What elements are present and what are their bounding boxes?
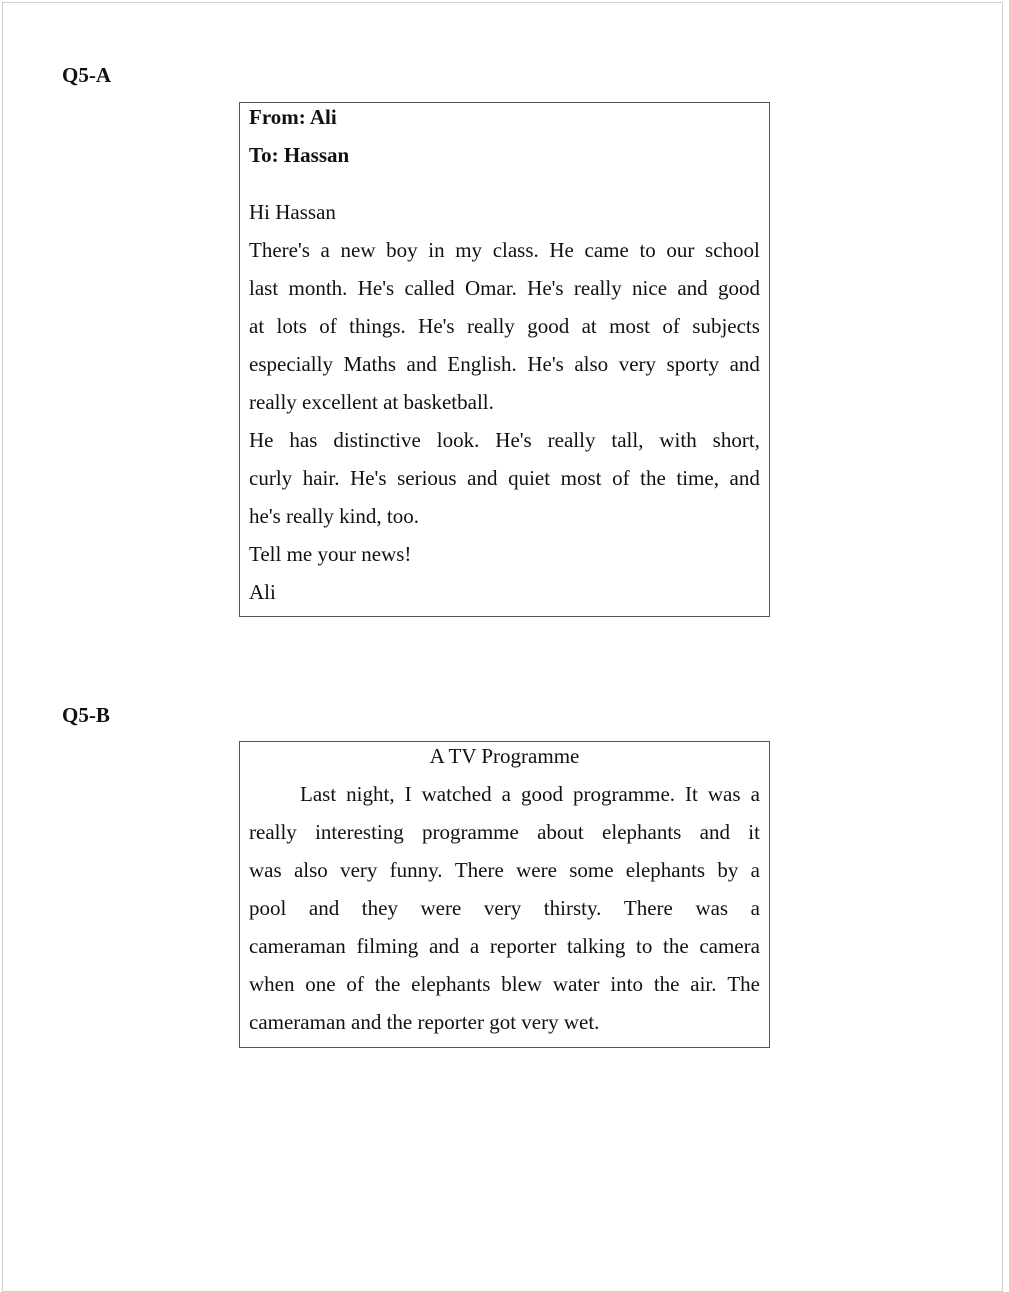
word: The: [727, 972, 760, 996]
word: also: [293, 858, 328, 882]
word: sporty: [666, 352, 720, 376]
word: good: [520, 782, 563, 806]
word: thirsty.: [543, 896, 602, 920]
word: school: [705, 238, 760, 262]
word: I: [404, 782, 412, 806]
word: good: [527, 314, 570, 338]
word: elephants: [602, 820, 682, 844]
word: very: [483, 896, 522, 920]
email-greeting: Hi Hassan: [249, 200, 336, 224]
word: they: [361, 896, 398, 920]
essay-body-line: [249, 971, 760, 997]
word: pool: [249, 896, 287, 920]
email-body-line: Tell me your news!: [249, 542, 412, 566]
email-body-line: he's really kind, too.: [249, 504, 419, 528]
word: very: [618, 352, 657, 376]
word: really: [547, 428, 596, 452]
essay-body-line: [249, 857, 760, 883]
word: was: [707, 782, 741, 806]
word: elephants: [625, 858, 706, 882]
email-from: From: Ali: [249, 105, 337, 129]
word: and: [729, 352, 760, 376]
word: subjects: [692, 314, 760, 338]
word: most: [560, 466, 602, 490]
word: the: [653, 972, 680, 996]
word: reporter: [489, 934, 557, 958]
word: very: [340, 858, 378, 882]
word: and: [699, 820, 730, 844]
word: called: [404, 276, 455, 300]
essay-title: A TV Programme: [429, 744, 580, 768]
question-label-q5a: Q5-A: [62, 63, 111, 87]
word: and: [729, 466, 760, 490]
word: Last: [300, 782, 337, 806]
word: was: [249, 858, 282, 882]
word: and: [406, 352, 437, 376]
word: by: [717, 858, 739, 882]
word: with: [659, 428, 697, 452]
word: interesting: [315, 820, 404, 844]
word: in: [428, 238, 445, 262]
word: at: [249, 314, 265, 338]
word: at: [581, 314, 597, 338]
word: watched: [421, 782, 492, 806]
word: funny.: [389, 858, 443, 882]
word: really: [573, 276, 622, 300]
word: There: [623, 896, 673, 920]
word: filming: [356, 934, 419, 958]
word: a: [750, 896, 760, 920]
word: short,: [712, 428, 760, 452]
word: and: [677, 276, 708, 300]
word: English.: [447, 352, 517, 376]
essay-body-line: cameraman and the reporter got very wet.: [249, 1010, 600, 1034]
email-box: [239, 102, 770, 617]
word: night,: [346, 782, 395, 806]
email-body-line: [249, 427, 760, 453]
word: nice: [632, 276, 668, 300]
essay-body-line: [249, 819, 760, 845]
word: most: [609, 314, 650, 338]
word: He's: [357, 276, 395, 300]
word: He: [549, 238, 574, 262]
word: to: [639, 238, 656, 262]
word: has: [289, 428, 318, 452]
word: some: [569, 858, 614, 882]
word: elephants: [411, 972, 491, 996]
email-signature: Ali: [249, 580, 276, 604]
word: talking: [567, 934, 626, 958]
word: our: [666, 238, 695, 262]
word: good: [717, 276, 760, 300]
word: a: [469, 934, 480, 958]
word: and: [467, 466, 498, 490]
word: time,: [676, 466, 719, 490]
word: of: [346, 972, 364, 996]
word: He's: [418, 314, 455, 338]
word: cameraman: [249, 934, 346, 958]
word: There's: [249, 238, 310, 262]
word: look.: [436, 428, 480, 452]
email-body-line: [249, 465, 760, 491]
word: and: [428, 934, 460, 958]
word: a: [501, 782, 511, 806]
word: hair.: [302, 466, 340, 490]
essay-box: [239, 741, 770, 1048]
email-body-line: [249, 313, 760, 339]
word: when: [249, 972, 295, 996]
word: the: [663, 934, 689, 958]
word: one: [305, 972, 336, 996]
word: and: [308, 896, 340, 920]
email-body-line: [249, 351, 760, 377]
word: my: [455, 238, 483, 262]
word: was: [695, 896, 729, 920]
word: serious: [397, 466, 457, 490]
word: of: [319, 314, 337, 338]
word: last: [249, 276, 279, 300]
word: blew: [501, 972, 543, 996]
email-body-line: [249, 275, 760, 301]
word: new: [340, 238, 376, 262]
word: into: [610, 972, 644, 996]
word: He's: [527, 352, 564, 376]
word: it: [748, 820, 760, 844]
word: He's: [350, 466, 387, 490]
word: the: [374, 972, 401, 996]
word: water: [552, 972, 600, 996]
word: Omar.: [464, 276, 517, 300]
word: quiet: [508, 466, 551, 490]
word: He's: [527, 276, 564, 300]
word: also: [574, 352, 609, 376]
word: distinctive: [333, 428, 421, 452]
word: air.: [690, 972, 717, 996]
word: really: [467, 314, 515, 338]
word: class.: [492, 238, 539, 262]
word: There: [454, 858, 504, 882]
word: tall,: [611, 428, 644, 452]
word: It: [685, 782, 698, 806]
word: a: [750, 782, 760, 806]
email-body-line: really excellent at basketball.: [249, 390, 494, 414]
word: the: [640, 466, 666, 490]
word: a: [750, 858, 760, 882]
word: curly: [249, 466, 293, 490]
word: boy: [386, 238, 418, 262]
word: He's: [495, 428, 532, 452]
word: of: [612, 466, 630, 490]
word: were: [516, 858, 557, 882]
word: a: [320, 238, 330, 262]
word: really: [249, 820, 297, 844]
word: were: [420, 896, 462, 920]
word: especially: [249, 352, 333, 376]
word: about: [537, 820, 584, 844]
word: programme: [422, 820, 519, 844]
word: Maths: [343, 352, 396, 376]
word: programme.: [572, 782, 676, 806]
email-to: To: Hassan: [249, 143, 350, 167]
word: things.: [349, 314, 406, 338]
essay-body-line: [249, 895, 760, 921]
word: lots: [276, 314, 307, 338]
word: of: [662, 314, 680, 338]
word: month.: [288, 276, 348, 300]
word: He: [249, 428, 274, 452]
question-label-q5b: Q5-B: [62, 703, 110, 727]
word: came: [584, 238, 629, 262]
word: to: [636, 934, 653, 958]
email-body-line: [249, 237, 760, 263]
word: camera: [699, 934, 760, 958]
essay-body-line: [249, 781, 760, 807]
essay-body-line: [249, 933, 760, 959]
